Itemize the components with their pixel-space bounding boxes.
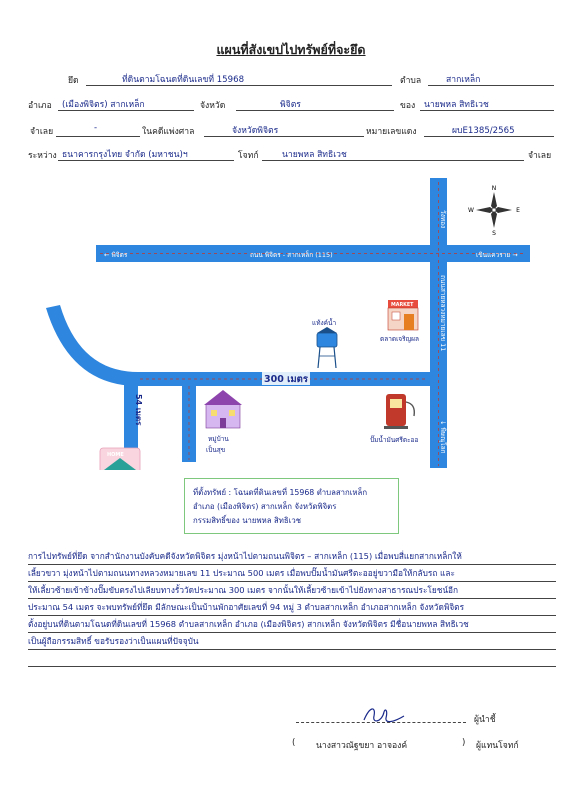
tambon-label: ตำบล: [400, 76, 422, 86]
paren-open: (: [292, 738, 296, 748]
gas-station-icon: [384, 394, 414, 429]
directions-paragraph: [28, 548, 556, 667]
market-label: ตลาดเจริญผล: [380, 335, 419, 343]
tambon-value: สากเหล็ก: [446, 75, 481, 85]
directions-line-3: ให้เลี้ยวซ้ายเข้าข้างปั๊มขับตรงไปเลียบทางรั้ววัดประมาณ 300 เมตร จากนั้นให้เลี้ยวซ้ายเข้าไปยังทางสาธารณประโยชน์อีก: [28, 582, 556, 599]
debtor-label: จำเลย: [30, 127, 54, 137]
directions-line-5: ตั้งอยู่บนที่ดินตามโฉนดที่ดินเลขที่ 15968 ตำบลสากเหล็ก อำเภอ (เมืองพิจิตร) สากเหล็ก จังหวัดพิจิตร มีชื่อนายพหล สิทธิเวช: [28, 616, 556, 633]
road-label-top: วังทอง: [439, 210, 447, 229]
role-agent: ผู้แทนโจทก์: [476, 741, 519, 751]
case-label: หมายเลขแดง: [366, 127, 417, 137]
court-value: จังหวัดพิจิตร: [232, 126, 279, 136]
road-label-right: เขินแควราย →: [476, 251, 518, 259]
property-line-1: ที่ตั้งทรัพย์ : โฉนดที่ดินเลขที่ 15968 ตำบลสากเหล็ก: [193, 488, 368, 497]
role-guide: ผู้นำชี้: [474, 715, 496, 725]
province-label: จังหวัด: [200, 101, 226, 111]
page-title: แผนที่สังเขปไปทรัพย์ที่จะยึด: [216, 42, 366, 57]
property-line-2: อำเภอ (เมืองพิจิตร) สากเหล็ก จังหวัดพิจิตร: [193, 502, 337, 511]
compass-n: N: [491, 185, 497, 192]
road-label-bottom: ↓ พิษณุโลก: [439, 420, 447, 454]
paren-close: ): [462, 738, 466, 748]
plaintiff-label: โจทก์: [238, 151, 259, 161]
seize-label: ยึด: [68, 76, 79, 86]
village-label-1: หมู่บ้าน: [208, 435, 229, 443]
plaintiff-value: ธนาคารกรุงไทย จำกัด (มหาชน)ฯ: [62, 150, 188, 160]
directions-line-7: [28, 650, 556, 667]
signature-mark: [360, 702, 410, 728]
distance-300-label: 300 เมตร: [264, 374, 308, 385]
amphoe-value: (เมืองพิจิตร) สากเหล็ก: [62, 100, 145, 110]
road-curve: [46, 305, 138, 386]
water-tower-label: แท้งค์น้ำ: [312, 319, 337, 327]
compass-e: E: [516, 207, 520, 214]
gas-station-label: ปั๊มน้ำมันศรีตะออ: [370, 436, 419, 444]
property-location-box: [184, 478, 399, 534]
province-value: พิจิตร: [280, 100, 301, 110]
signer-name: นางสาวณัฐขยา อาจองค์: [316, 741, 408, 751]
owner-value: นายพหล สิทธิเวช: [424, 100, 489, 110]
road-label-center: ถนน พิจิตร - สากเหล็ก (115): [250, 251, 333, 259]
home-sign: HOME: [107, 452, 124, 458]
distance-54-label: 54 เมตร: [134, 394, 143, 426]
directions-line-2: เลี้ยวขวา มุ่งหน้าไปตามถนนทางหลวงหมายเลข 11 ประมาณ 500 เมตร เมื่อพบปั๊มน้ำมันศรีตะออยู่ขวามือให้กลับรถ และ: [28, 565, 556, 582]
village-label-2: เป็นสุข: [206, 446, 226, 454]
village-icon: [204, 390, 242, 428]
compass-w: W: [468, 207, 474, 214]
directions-line-4: ประมาณ 54 เมตร จะพบทรัพย์ที่ยึด มีลักษณะเป็นบ้านพักอาศัยเลขที่ 94 หมู่ 3 ตำบลสากเหล็ก อำเภอสากเหล็ก จังหวัดพิจิตร: [28, 599, 556, 616]
compass-s: S: [492, 230, 496, 237]
property-line-3: กรรมสิทธิ์ของ นายพหล สิทธิเวช: [193, 516, 301, 525]
between-label: ระหว่าง: [28, 151, 57, 161]
seize-value: ที่ดินตามโฉนดที่ดินเลขที่ 15968: [122, 75, 245, 85]
defendant-value: นายพหล สิทธิเวช: [282, 150, 347, 160]
location-map: [0, 170, 582, 470]
case-value: ผบE1385/2565: [452, 126, 515, 136]
compass-icon: [468, 185, 520, 237]
water-tower-icon: [317, 327, 337, 368]
road-label-vertical: ถนนสายหลวงหมายเลข 11: [439, 275, 447, 352]
directions-line-1: การไปทรัพย์ที่ยึด จากสำนักงานบังคับคดีจังหวัดพิจิตร มุ่งหน้าไปตามถนนพิจิตร – สากเหล็ก (115) เมื่อพบสี่แยกสากเหล็กให้: [28, 548, 556, 565]
court-label: ในคดีแพ่งศาล: [142, 127, 195, 137]
market-sign: MARKET: [391, 303, 414, 308]
defendant-label: จำเลย: [528, 151, 552, 161]
debtor-value: -: [94, 123, 98, 133]
owner-label: ของ: [400, 101, 416, 111]
directions-line-6: เป็นผู้ถือกรรมสิทธิ์ ขอรับรองว่าเป็นแผนที่ปัจจุบัน: [28, 633, 556, 650]
road-label-left: ← พิจิตร: [104, 251, 128, 259]
amphoe-label: อำเภอ: [28, 101, 52, 111]
